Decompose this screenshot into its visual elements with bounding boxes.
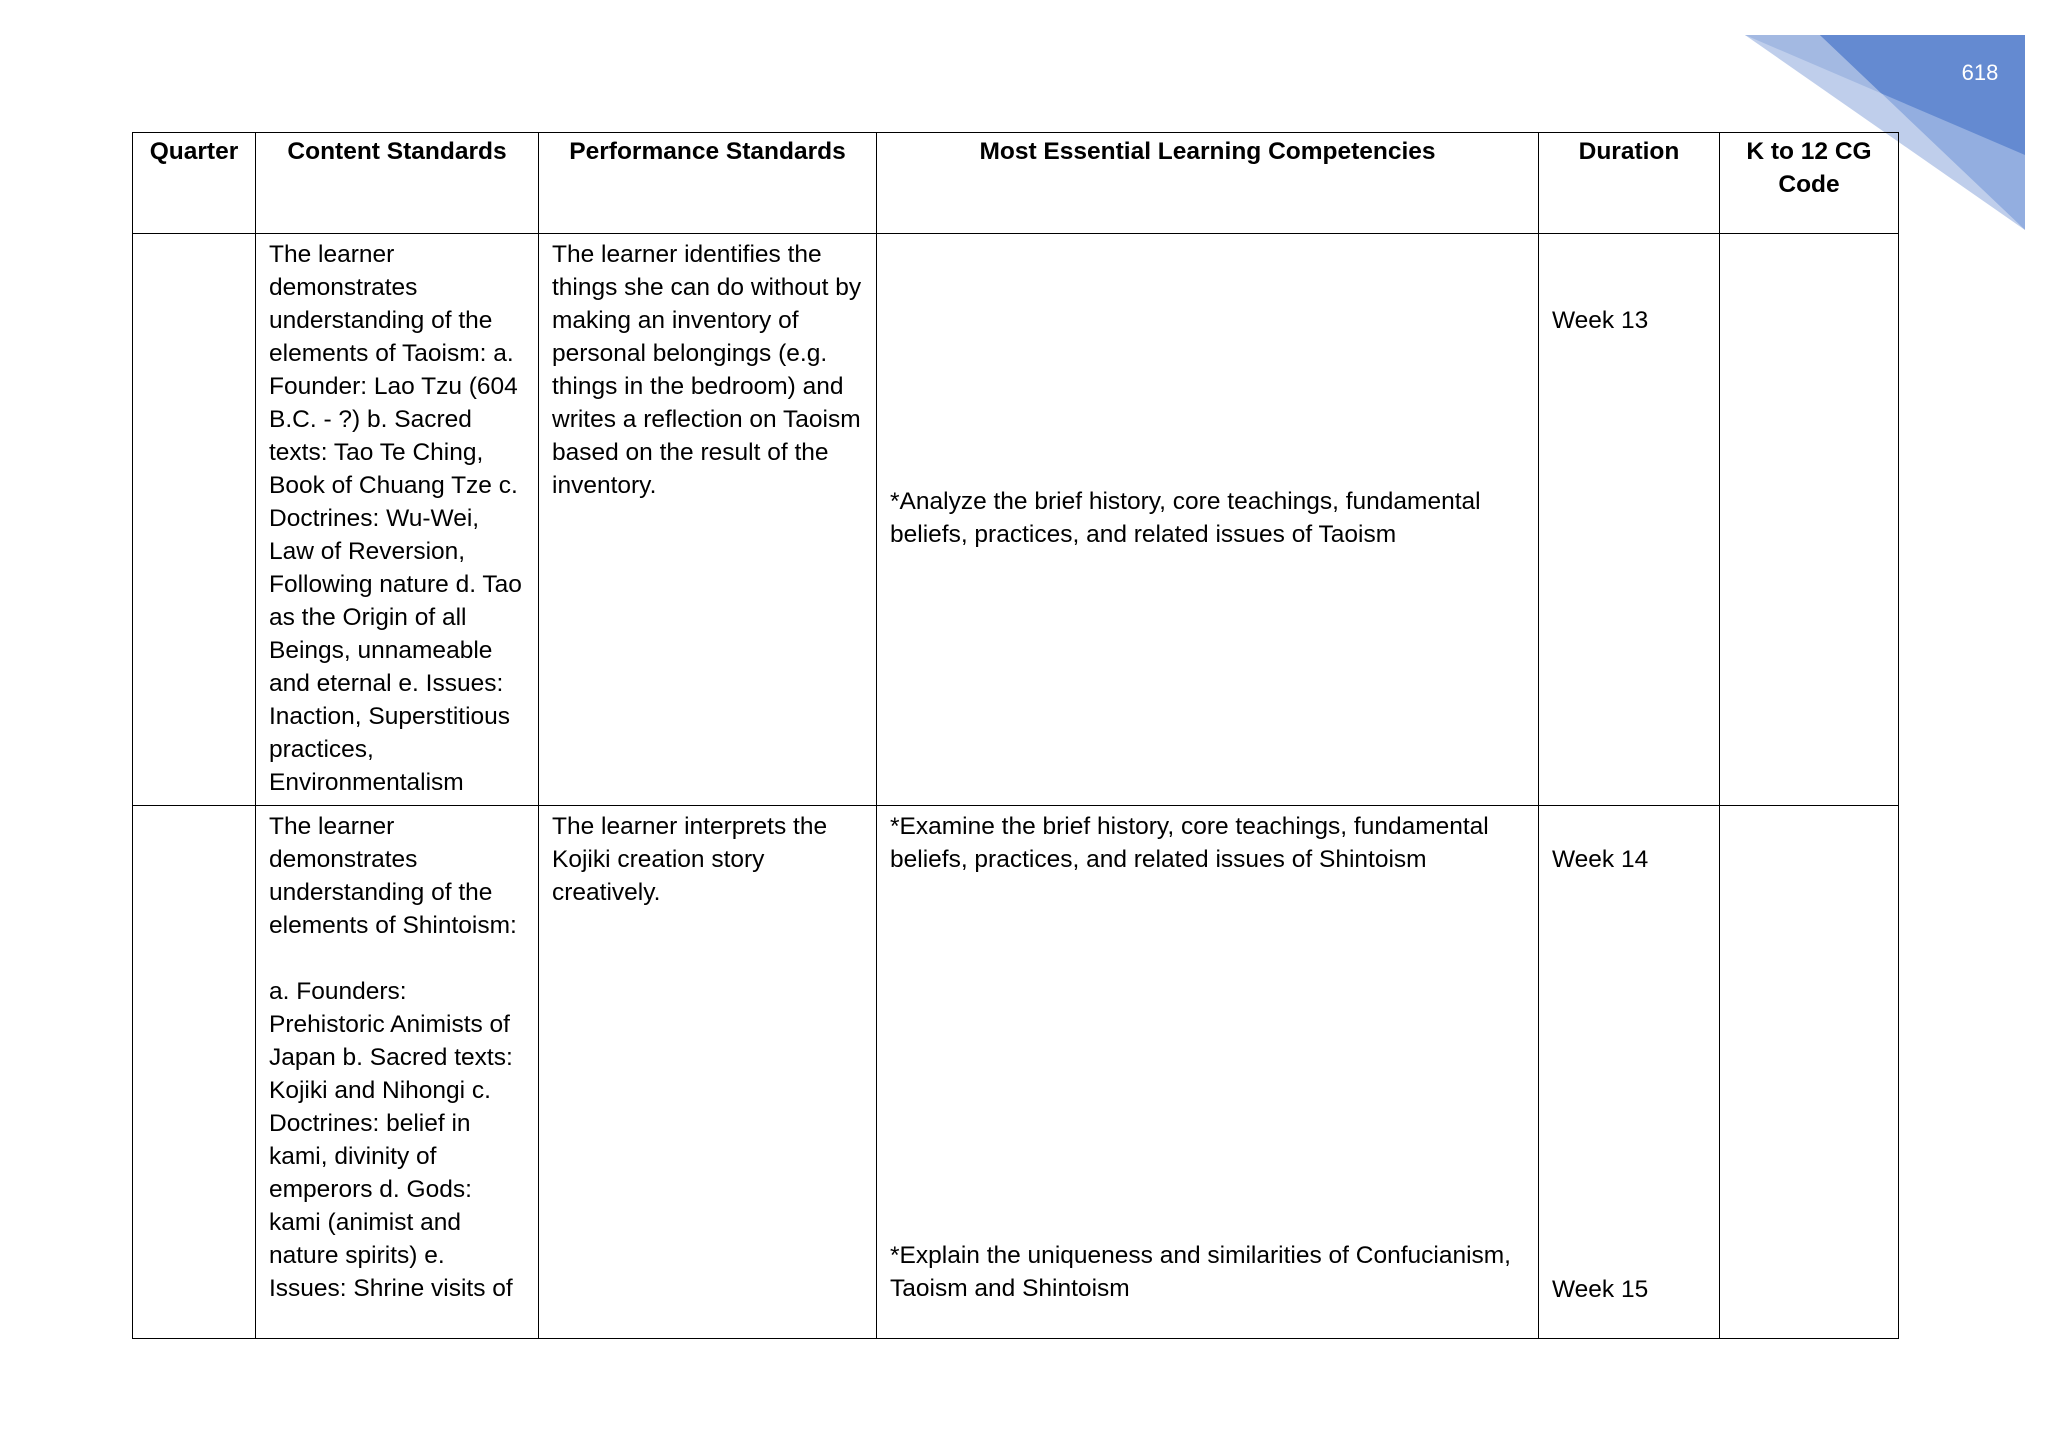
cell-duration — [1539, 234, 1720, 806]
cell-cg-code — [1720, 234, 1899, 806]
melc-text: *Analyze the brief history, core teachings, fundamental beliefs, practices, and related issues of Taoism — [890, 488, 1481, 548]
cell-cg-code — [1720, 806, 1899, 1339]
page-number: 618 — [1961, 60, 1999, 85]
header-melc: Most Essential Learning Competencies — [877, 133, 1539, 234]
cell-duration — [1539, 806, 1720, 1339]
melc-text: *Explain the uniqueness and similarities of Confucianism, Taoism and Shintoism — [890, 1242, 1511, 1302]
cell-melc — [877, 234, 1539, 806]
header-performance-standards: Performance Standards — [539, 133, 877, 234]
header-row — [133, 133, 1899, 234]
header-quarter: Quarter — [133, 133, 256, 234]
cell-melc — [877, 806, 1539, 1339]
header-duration: Duration — [1539, 133, 1720, 234]
cell-performance-standards: The learner interprets the Kojiki creation story creatively. — [539, 806, 877, 1339]
table-row — [133, 806, 1899, 1339]
melc-table — [132, 132, 1899, 1339]
cell-quarter — [133, 806, 256, 1339]
content-text-intro: The learner demonstrates understanding of the elements of Shintoism: — [269, 813, 517, 939]
content-text-details: a. Founders: Prehistoric Animists of Japan b. Sacred texts: Kojiki and Nihongi c. Doctrines: belief in kami, divinity of emperors d. Gods: kami (animist and nature spirits) e. Issues: Shrine visits of — [269, 978, 513, 1302]
cell-content-standards: The learner demonstrates understanding of the elements of Taoism: a. Founder: Lao Tzu (604 B.C. - ?) b. Sacred texts: Tao Te Ching, Book of Chuang Tze c. Doctrines: Wu-Wei, Law of Reversion, Following nature d. Tao as the Origin of all Beings, unnameable and eternal e. Issues: Inaction, Superstitious practices, Environmentalism — [256, 234, 539, 806]
header-cg-code: K to 12 CG Code — [1720, 133, 1899, 234]
header-content-standards: Content Standards — [256, 133, 539, 234]
melc-text: *Examine the brief history, core teachings, fundamental beliefs, practices, and related issues of Shintoism — [890, 813, 1489, 873]
duration-text: Week 13 — [1552, 307, 1649, 334]
duration-text: Week 15 — [1552, 1276, 1649, 1303]
cell-performance-standards: The learner identifies the things she can do without by making an inventory of personal belongings (e.g. things in the bedroom) and writes a reflection on Taoism based on the result of the inventory. — [539, 234, 877, 806]
cell-content-standards — [256, 806, 539, 1339]
table-row — [133, 234, 1899, 806]
cell-quarter — [133, 234, 256, 806]
duration-text: Week 14 — [1552, 846, 1649, 873]
